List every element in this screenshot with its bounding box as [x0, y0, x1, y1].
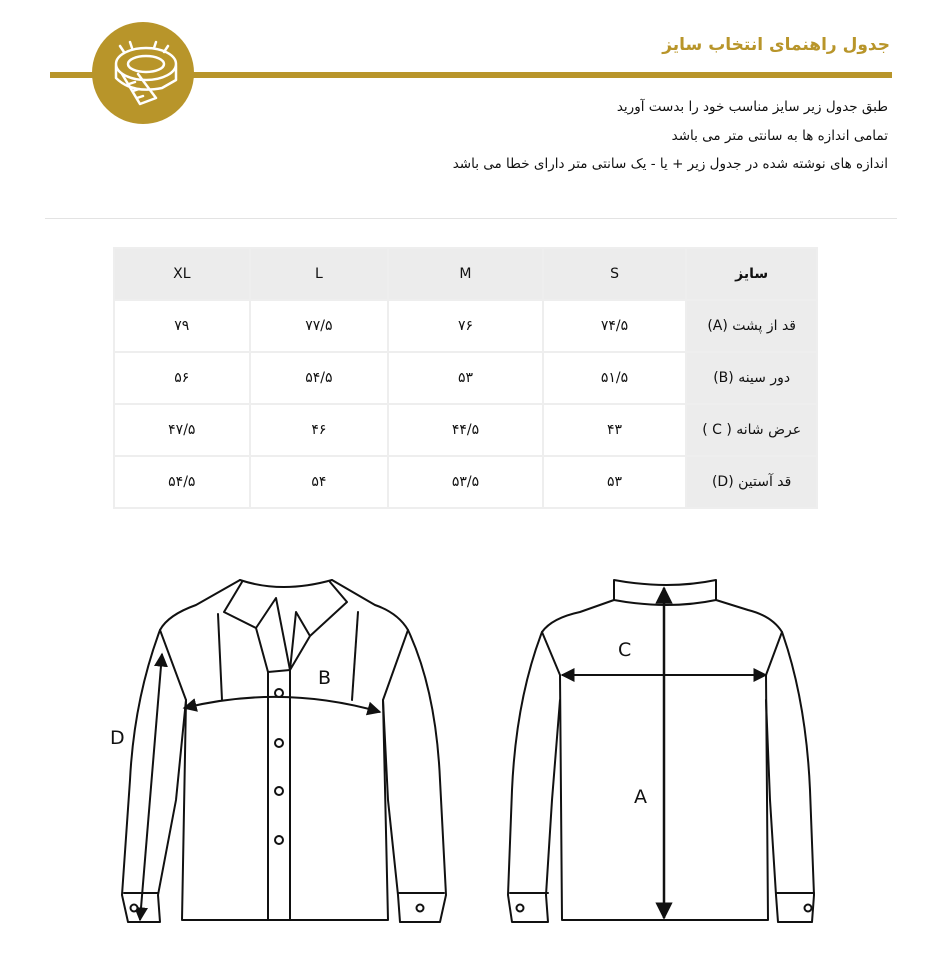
table-cell: ۵۱/۵ [543, 352, 687, 404]
intro-line: تمامی اندازه ها به سانتی متر می باشد [671, 127, 888, 144]
table-cell: ۴۴/۵ [388, 404, 543, 456]
size-corner-label: سایز [686, 248, 817, 300]
shirt-back-outline [508, 580, 814, 922]
table-cell: ۵۳ [543, 456, 687, 508]
table-cell: ۷۷/۵ [250, 300, 389, 352]
intro-line: طبق جدول زیر سایز مناسب خود را بدست آورید [616, 99, 888, 115]
size-header-l: L [250, 248, 389, 300]
table-cell: ۵۶ [114, 352, 250, 404]
button [275, 739, 283, 747]
table-cell: ۷۴/۵ [543, 300, 687, 352]
row-label: قد از پشت (A) [686, 300, 817, 352]
button [275, 689, 283, 697]
label-d: D [110, 727, 125, 749]
button [131, 905, 138, 912]
table-cell: ۴۶ [250, 404, 389, 456]
table-cell: ۵۴/۵ [250, 352, 389, 404]
section-divider [45, 218, 897, 219]
shirt-measurement-diagram [90, 560, 870, 960]
table-cell: ۷۶ [388, 300, 543, 352]
table-row [114, 352, 817, 404]
row-label: دور سینه (B) [686, 352, 817, 404]
label-c: C [618, 639, 632, 661]
chest-measure-arrow [184, 697, 380, 712]
button [417, 905, 424, 912]
size-header-xl: XL [114, 248, 250, 300]
row-label: قد آستین (D) [686, 456, 817, 508]
button [275, 787, 283, 795]
table-cell: ۴۳ [543, 404, 687, 456]
table-cell: ۵۴ [250, 456, 389, 508]
table-row [114, 404, 817, 456]
button [517, 905, 524, 912]
table-cell: ۵۴/۵ [114, 456, 250, 508]
table-row [114, 300, 817, 352]
shirt-front-outline [122, 580, 446, 922]
intro-text [288, 93, 888, 179]
size-header-s: S [543, 248, 687, 300]
front-buttons [275, 689, 283, 844]
button [275, 836, 283, 844]
table-cell: ۴۷/۵ [114, 404, 250, 456]
size-chart-table [113, 247, 818, 509]
table-cell: ۵۳/۵ [388, 456, 543, 508]
measuring-tape-icon [92, 22, 194, 124]
label-a: A [634, 786, 647, 808]
sleeve-measure-arrow [140, 654, 162, 920]
intro-line: اندازه های نوشته شده در جدول زیر + یا - یک سانتی متر دارای خطا می باشد [452, 156, 888, 172]
row-label: عرض شانه ( C ) [686, 404, 817, 456]
cuff-buttons [131, 905, 812, 912]
button [805, 905, 812, 912]
measuring-tape-badge [92, 22, 194, 124]
table-cell: ۵۳ [388, 352, 543, 404]
page-title: جدول راهنمای انتخاب سایز [662, 35, 890, 55]
table-header-row [114, 248, 817, 300]
label-b: B [318, 667, 332, 689]
size-header-m: M [388, 248, 543, 300]
table-row [114, 456, 817, 508]
table-cell: ۷۹ [114, 300, 250, 352]
